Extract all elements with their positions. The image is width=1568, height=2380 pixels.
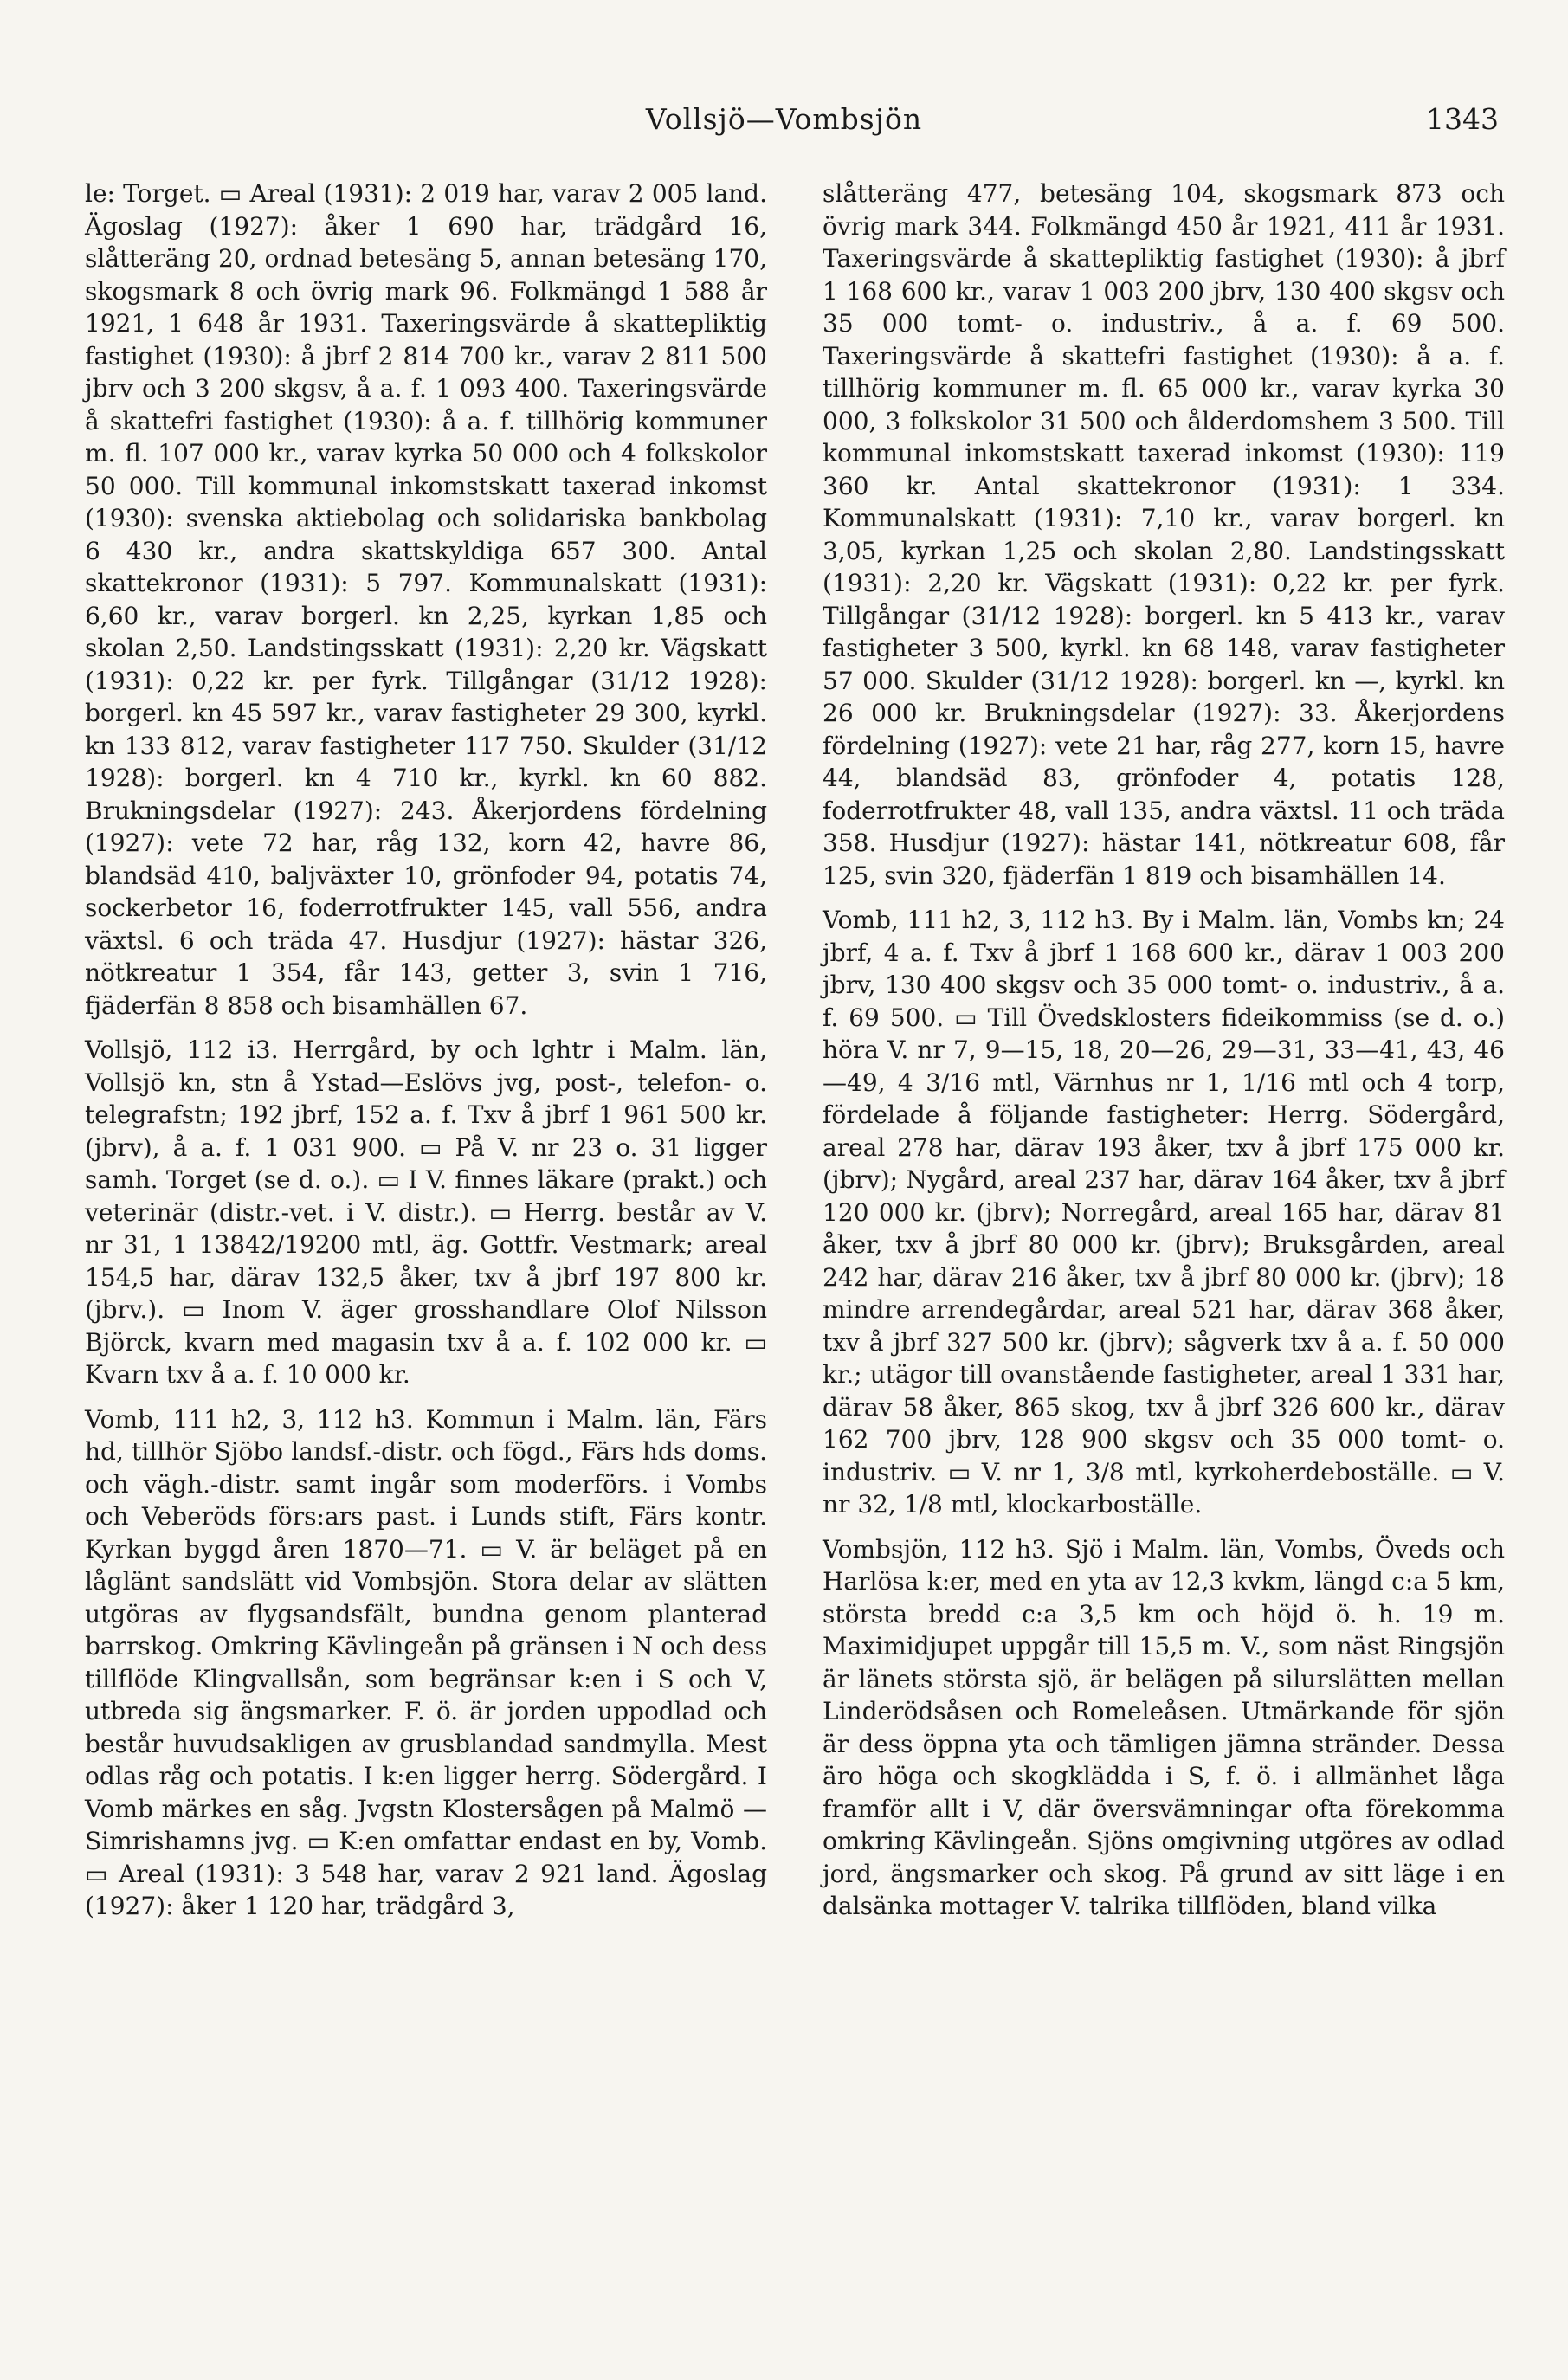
text-columns <box>85 177 1505 2325</box>
right-column <box>823 177 1505 2325</box>
entry-vombsjon: Vombsjön, 112 h3. Sjö i Malm. län, Vombs, Öveds och Harlösa k:er, med en yta av 12,3 kvkm, längd c:a 5 km, största bredd c:a 3,5 km och höjd ö. h. 19 m. Maximidjupet uppgår till 15,5 m. V., som näst Ringsjön är länets största sjö, är belägen på silurslätten mellan Linderödsåsen och Romeleåsen. Utmärkande för sjön är dess öppna yta och tämligen jämna stränder. Dessa äro höga och skogklädda i S, f. ö. i allmänhet låga framför allt i V, där översvämningar ofta förekomma omkring Kävlingeån. Sjöns omgivning utgöres av odlad jord, ängsmarker och skog. På grund av sitt läge i en dalsänka mottager V. talrika tillflöden, bland vilka <box>823 1534 1505 1920</box>
page-header <box>0 102 1568 154</box>
entry-vomb-kommun: Vomb, 111 h2, 3, 112 h3. Kommun i Malm. län, Färs hd, tillhör Sjöbo landsf.-distr. och fögd., Färs hds doms. och vägh.-distr. samt ingår som moderförs. i Vombs och Veberöds förs:ars past. i Lunds stift, Färs kontr. Kyrkan byggd åren 1870—71. ▭ V. är beläget på en låglänt sandslätt vid Vombsjön. Stora delar av slätten utgöras av flygsandsfält, bundna genom planterad barrskog. Omkring Kävlingeån på gränsen i N och dess tillflöde Klingvallsån, som begränsar k:en i S och V, utbreda sig ängsmarker. F. ö. är jorden uppodlad och består huvudsakligen av grusblandad sandmylla. Mest odlas råg och potatis. I k:en ligger herrg. Södergård. I Vomb märkes en såg. Jvgstn Klostersågen på Malmö — Simrishamns jvg. ▭ K:en omfattar endast en by, Vomb. ▭ Areal (1931): 3 548 har, varav 2 921 land. Ägoslag (1927): åker 1 120 har, trädgård 3, <box>85 1404 767 1920</box>
entry-vollsjo-herrgard: Vollsjö, 112 i3. Herrgård, by och lghtr i Malm. län, Vollsjö kn, stn å Ystad—Eslövs jvg, post-, telefon- o. telegrafstn; 192 jbrf, 152 a. f. Txv å jbrf 1 961 500 kr. (jbrv), å a. f. 1 031 900. ▭ På V. nr 23 o. 31 ligger samh. Torget (se d. o.). ▭ I V. finnes läkare (prakt.) och veterinär (distr.-vet. i V. distr.). ▭ Herrg. består av V. nr 31, 1 13842/19200 mtl, äg. Gottfr. Vestmark; areal 154,5 har, därav 132,5 åker, txv å jbrf 197 800 kr. (jbrv.). ▭ Inom V. äger grosshandlare Olof Nilsson Björck, kvarn med magasin txv å a. f. 102 000 kr. ▭ Kvarn txv å a. f. 10 000 kr. <box>85 1035 767 1389</box>
running-head: Vollsjö—Vombsjön <box>645 102 923 136</box>
left-column <box>85 177 767 2325</box>
entry-vomb-by: Vomb, 111 h2, 3, 112 h3. By i Malm. län, Vombs kn; 24 jbrf, 4 a. f. Txv å jbrf 1 168 600 kr., därav 1 003 200 jbrv, 130 400 skgsv och 35 000 tomt- o. industriv., å a. f. 69 500. ▭ Till Övedsklosters fideikommiss (se d. o.) höra V. nr 7, 9—15, 18, 20—26, 29—31, 33—41, 43, 46—49, 4 3/16 mtl, Värnhus nr 1, 1/16 mtl och 4 torp, fördelade å följande fastigheter: Herrg. Södergård, areal 278 har, därav 193 åker, txv å jbrf 175 000 kr. (jbrv); Nygård, areal 237 har, därav 164 åker, txv å jbrf 120 000 kr. (jbrv); Norregård, areal 165 har, därav 81 åker, txv å jbrf 80 000 kr. (jbrv); Bruksgården, areal 242 har, därav 216 åker, txv å jbrf 80 000 kr. (jbrv); 18 mindre arrendegårdar, areal 521 har, därav 368 åker, txv å jbrf 327 500 kr. (jbrv); sågverk txv å a. f. 50 000 kr.; utägor till ovanstående fastigheter, areal 1 331 har, därav 58 åker, 865 skog, txv å jbrf 326 600 kr., därav 162 700 jbrv, 128 900 skgsv och 35 000 tomt- o. industriv. ▭ V. nr 1, 3/8 mtl, kyrkoherdeboställe. ▭ V. nr 32, 1/8 mtl, klockarboställe. <box>823 906 1505 1519</box>
entry-vomb-kommun-continued: slåtteräng 477, betesäng 104, skogsmark 873 och övrig mark 344. Folkmängd 450 år 1921, 411 år 1931. Taxeringsvärde å skattepliktig fastighet (1930): å jbrf 1 168 600 kr., varav 1 003 200 jbrv, 130 400 skgsv och 35 000 tomt- o. industriv., å a. f. 69 500. Taxeringsvärde å skattefri fastighet (1930): å a. f. tillhörig kommuner m. fl. 65 000 kr., varav kyrka 30 000, 3 folkskolor 31 500 och ålderdomshem 3 500. Till kommunal inkomstskatt taxerad inkomst (1930): 119 360 kr. Antal skattekronor (1931): 1 334. Kommunalskatt (1931): 7,10 kr., varav borgerl. kn 3,05, kyrkan 1,25 och skolan 2,80. Landstingsskatt (1931): 2,20 kr. Vägskatt (1931): 0,22 kr. per fyrk. Tillgångar (31/12 1928): borgerl. kn 5 413 kr., varav fastigheter 3 500, kyrkl. kn 68 148, varav fastigheter 57 000. Skulder (31/12 1928): borgerl. kn —, kyrkl. kn 26 000 kr. Brukningsdelar (1927): 33. Åkerjordens fördelning (1927): vete 21 har, råg 277, korn 15, havre 44, blandsäd 83, grönfoder 4, potatis 128, foderrotfrukter 48, vall 135, andra växtsl. 11 och träda 358. Husdjur (1927): hästar 141, nötkreatur 608, får 125, svin 320, fjäderfän 1 819 och bisamhällen 14. <box>823 179 1505 890</box>
entry-vollsjo-continued: le: Torget. ▭ Areal (1931): 2 019 har, varav 2 005 land. Ägoslag (1927): åker 1 690 har, trädgård 16, slåtteräng 20, ordnad betesäng 5, annan betesäng 170, skogsmark 8 och övrig mark 96. Folkmängd 1 588 år 1921, 1 648 år 1931. Taxeringsvärde å skattepliktig fastighet (1930): å jbrf 2 814 700 kr., varav 2 811 500 jbrv och 3 200 skgsv, å a. f. 1 093 400. Taxeringsvärde å skattefri fastighet (1930): å a. f. tillhörig kommuner m. fl. 107 000 kr., varav kyrka 50 000 och 4 folkskolor 50 000. Till kommunal inkomstskatt taxerad inkomst (1930): svenska aktiebolag och solidariska bankbolag 6 430 kr., andra skattskyldiga 657 300. Antal skattekronor (1931): 5 797. Kommunalskatt (1931): 6,60 kr., varav borgerl. kn 2,25, kyrkan 1,85 och skolan 2,50. Landstingsskatt (1931): 2,20 kr. Vägskatt (1931): 0,22 kr. per fyrk. Tillgångar (31/12 1928): borgerl. kn 45 597 kr., varav fastigheter 29 300, kyrkl. kn 133 812, varav fastigheter 117 750. Skulder (31/12 1928): borgerl. kn 4 710 kr., kyrkl. kn 60 882. Brukningsdelar (1927): 243. Åkerjordens fördelning (1927): vete 72 har, råg 132, korn 42, havre 86, blandsäd 410, baljväxter 10, grönfoder 94, potatis 74, sockerbetor 16, foderrotfrukter 145, vall 556, andra växtsl. 6 och träda 47. Husdjur (1927): hästar 326, nötkreatur 1 354, får 143, getter 3, svin 1 716, fjäderfän 8 858 och bisamhällen 67. <box>85 179 767 1020</box>
page-number: 1343 <box>1426 102 1499 136</box>
